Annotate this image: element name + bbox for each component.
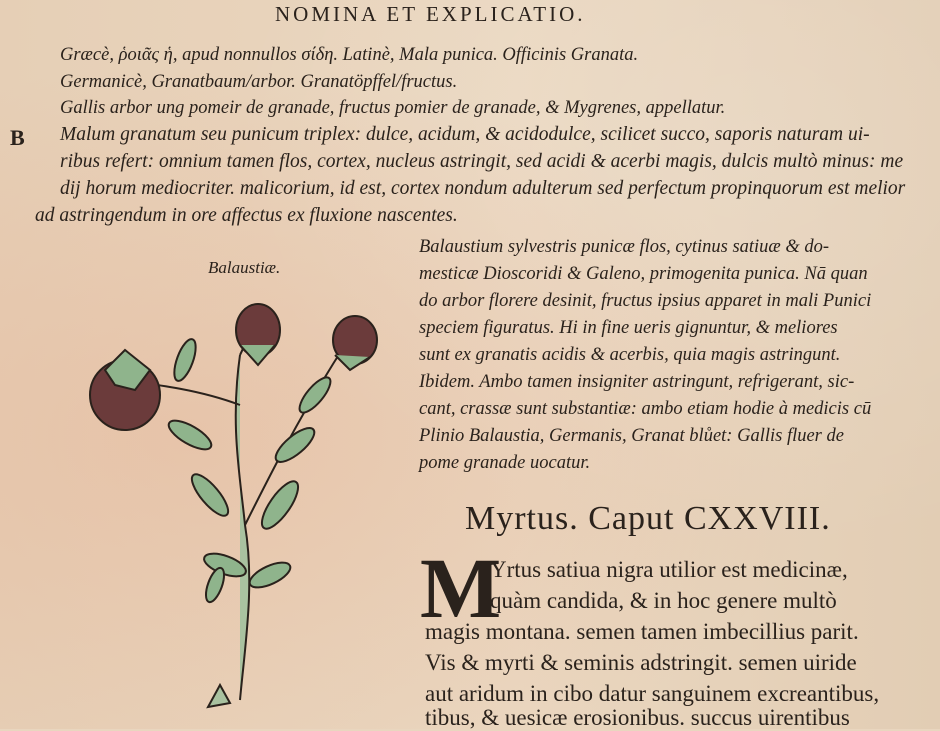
- text-line: sunt ex granatis acidis & acerbis, quia magis astringunt.: [419, 345, 841, 365]
- names-line: Græcè, ῥοιᾶς ἡ, apud nonnullos σίδη. Latinè, Mala punica. Officinis Granata.: [60, 45, 639, 65]
- text-line: mesticæ Dioscoridi & Galeno, primogenita punica. Nā quan: [419, 264, 868, 284]
- figure-caption: Balaustiæ.: [208, 258, 281, 277]
- marginal-letter: B: [10, 125, 25, 150]
- names-line: Gallis arbor ung pomeir de granade, fructus pomier de granade, & Mygrenes, appellatur.: [60, 98, 726, 118]
- text-line: Balaustium sylvestris punicæ flos, cytinus satiuæ & do-: [419, 237, 830, 257]
- text-line: Plinio Balaustia, Germanis, Granat blůet: Gallis fluer de: [419, 426, 844, 446]
- text-line: Malum granatum seu punicum triplex: dulce, acidum, & acidodulce, scilicet succo, saporis naturam ui-: [60, 124, 870, 145]
- text-line: do arbor florere desinit, fructus ipsius apparet in mali Punici: [419, 291, 872, 311]
- chapter-heading: Myrtus. Caput CXXVIII.: [465, 500, 831, 537]
- text-line: pome granade uocatur.: [419, 453, 591, 473]
- running-header: NOMINA ET EXPLICATIO.: [275, 2, 586, 26]
- text-line: aut aridum in cibo datur sanguinem excreantibus,: [425, 681, 880, 706]
- text-line: quàm candida, & in hoc genere multò: [490, 588, 837, 613]
- text-line: Vis & myrti & seminis adstringit. semen uiride: [425, 650, 857, 675]
- text-line: dij horum mediocriter. malicorium, id est, cortex nondum adulterum sed perfectum propinquorum est melior: [60, 178, 906, 199]
- text-line: tibus, & uesicæ erosionibus. succus uirentibus: [425, 705, 850, 730]
- text-line: Ibidem. Ambo tamen insigniter astringunt, refrigerant, sic-: [419, 372, 855, 392]
- text-line: Yrtus satiua nigra utilior est medicinæ,: [490, 557, 848, 582]
- text-line: ad astringendum in ore affectus ex fluxione nascentes.: [35, 205, 458, 226]
- drop-cap: M: [420, 540, 502, 636]
- text-line: speciem figuratus. Hi in fine ueris gignuntur, & meliores: [419, 318, 838, 338]
- pomegranate-blossom-illustration: [80, 285, 410, 715]
- names-line: Germanicè, Granatbaum/arbor. Granatöpffel/fructus.: [60, 72, 458, 92]
- text-line: magis montana. semen tamen imbecillius parit.: [425, 619, 859, 644]
- text-line: ribus refert: omnium tamen flos, cortex, nucleus astringit, sed acidi & acerbi magis, dulcis multò minus: me: [60, 151, 904, 172]
- text-line: cant, crassæ sunt substantiæ: ambo etiam hodie à medicis cū: [419, 399, 872, 419]
